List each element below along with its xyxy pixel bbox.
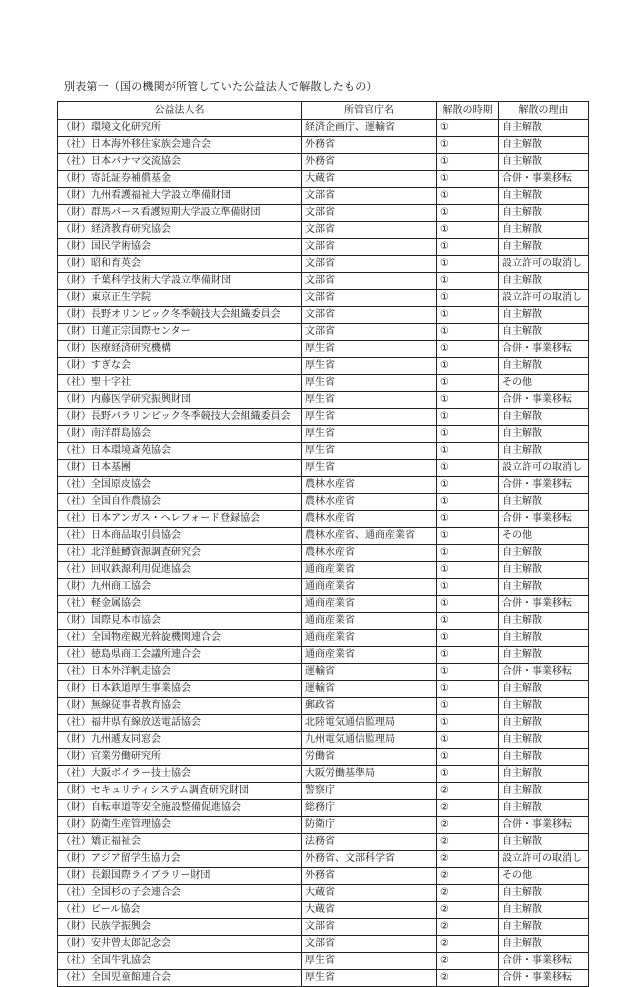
- cell-ministry: 外務省、文部科学省: [302, 851, 437, 868]
- cell-dissolution-period: ②: [437, 902, 499, 919]
- cell-ministry: 九州電気通信監理局: [302, 732, 437, 749]
- cell-dissolution-period: ②: [437, 783, 499, 800]
- cell-dissolution-reason: 自主解散: [499, 188, 589, 205]
- table-row: [58, 800, 589, 817]
- cell-corporation-name: （財）防衛生産管理協会: [58, 817, 302, 834]
- cell-corporation-name: （社）軽金属協会: [58, 596, 302, 613]
- cell-corporation-name: （財）自転車道等安全施設整備促進協会: [58, 800, 302, 817]
- cell-corporation-name: （財）長銀国際ライブラリー財団: [58, 868, 302, 885]
- cell-corporation-name: （財）環境文化研究所: [58, 120, 302, 137]
- cell-dissolution-period: ①: [437, 137, 499, 154]
- table-row: [58, 290, 589, 307]
- cell-dissolution-reason: 自主解散: [499, 749, 589, 766]
- cell-ministry: 厚生省: [302, 375, 437, 392]
- cell-ministry: 厚生省: [302, 392, 437, 409]
- cell-corporation-name: （社）全国自作農協会: [58, 494, 302, 511]
- cell-dissolution-period: ①: [437, 392, 499, 409]
- cell-corporation-name: （社）全国杉の子会連合会: [58, 885, 302, 902]
- cell-corporation-name: （財）長野オリンピック冬季競技大会組織委員会: [58, 307, 302, 324]
- cell-ministry: 外務省: [302, 137, 437, 154]
- cell-dissolution-reason: 自主解散: [499, 919, 589, 936]
- cell-dissolution-period: ①: [437, 443, 499, 460]
- cell-corporation-name: （財）医療経済研究機構: [58, 341, 302, 358]
- table-row: [58, 375, 589, 392]
- cell-corporation-name: （財）寄託証券補償基金: [58, 171, 302, 188]
- table-row: [58, 715, 589, 732]
- cell-ministry: 農林水産省: [302, 545, 437, 562]
- cell-ministry: 大蔵省: [302, 885, 437, 902]
- table-row: [58, 579, 589, 596]
- cell-ministry: 厚生省: [302, 970, 437, 987]
- cell-ministry: 通商産業省: [302, 647, 437, 664]
- table-row: [58, 613, 589, 630]
- cell-dissolution-reason: 自主解散: [499, 698, 589, 715]
- table-row: [58, 341, 589, 358]
- cell-corporation-name: （財）九州看護福祉大学設立準備財団: [58, 188, 302, 205]
- cell-dissolution-period: ①: [437, 239, 499, 256]
- table-row: [58, 681, 589, 698]
- cell-dissolution-reason: 自主解散: [499, 562, 589, 579]
- table-row: [58, 171, 589, 188]
- cell-dissolution-reason: 合併・事業移転: [499, 953, 589, 970]
- cell-corporation-name: （財）千葉科学技術大学設立準備財団: [58, 273, 302, 290]
- cell-dissolution-reason: 設立許可の取消し: [499, 851, 589, 868]
- cell-dissolution-period: ①: [437, 477, 499, 494]
- cell-dissolution-reason: 自主解散: [499, 800, 589, 817]
- cell-dissolution-reason: 合併・事業移転: [499, 970, 589, 987]
- cell-ministry: 外務省: [302, 154, 437, 171]
- cell-dissolution-period: ①: [437, 460, 499, 477]
- cell-corporation-name: （財）日本鉄道厚生事業協会: [58, 681, 302, 698]
- cell-ministry: 文部省: [302, 222, 437, 239]
- cell-dissolution-period: ①: [437, 596, 499, 613]
- cell-ministry: 通商産業省: [302, 562, 437, 579]
- cell-dissolution-reason: 設立許可の取消し: [499, 290, 589, 307]
- cell-corporation-name: （財）国際見本市協会: [58, 613, 302, 630]
- cell-ministry: 労働省: [302, 749, 437, 766]
- table-row: [58, 766, 589, 783]
- table-row: [58, 698, 589, 715]
- cell-dissolution-reason: 自主解散: [499, 358, 589, 375]
- cell-corporation-name: （社）日本商品取引員協会: [58, 528, 302, 545]
- dissolved-corporations-table: [57, 101, 589, 987]
- cell-dissolution-reason: 設立許可の取消し: [499, 256, 589, 273]
- cell-dissolution-reason: 自主解散: [499, 579, 589, 596]
- cell-dissolution-reason: 合併・事業移転: [499, 596, 589, 613]
- table-row: [58, 154, 589, 171]
- cell-ministry: 厚生省: [302, 953, 437, 970]
- cell-dissolution-reason: 自主解散: [499, 205, 589, 222]
- table-row: [58, 188, 589, 205]
- table-row: [58, 664, 589, 681]
- table-row: [58, 919, 589, 936]
- table-row: [58, 137, 589, 154]
- cell-ministry: 経済企画庁、運輸省: [302, 120, 437, 137]
- cell-dissolution-reason: 自主解散: [499, 120, 589, 137]
- cell-dissolution-reason: 自主解散: [499, 766, 589, 783]
- cell-dissolution-period: ①: [437, 715, 499, 732]
- cell-ministry: 文部省: [302, 205, 437, 222]
- cell-dissolution-period: ①: [437, 409, 499, 426]
- cell-corporation-name: （財）南洋群島協会: [58, 426, 302, 443]
- cell-ministry: 文部省: [302, 936, 437, 953]
- cell-ministry: 農林水産省: [302, 494, 437, 511]
- cell-corporation-name: （財）無線従事者教育協会: [58, 698, 302, 715]
- table-row: [58, 477, 589, 494]
- cell-ministry: 農林水産省: [302, 477, 437, 494]
- cell-corporation-name: （社）聖十字社: [58, 375, 302, 392]
- table-row: [58, 732, 589, 749]
- cell-ministry: 厚生省: [302, 341, 437, 358]
- cell-ministry: 厚生省: [302, 409, 437, 426]
- cell-ministry: 文部省: [302, 273, 437, 290]
- cell-ministry: 運輸省: [302, 664, 437, 681]
- cell-corporation-name: （財）群馬パース看護短期大学設立準備財団: [58, 205, 302, 222]
- cell-corporation-name: （財）アジア留学生協力会: [58, 851, 302, 868]
- table-row: [58, 817, 589, 834]
- cell-corporation-name: （財）民族学振興会: [58, 919, 302, 936]
- cell-dissolution-period: ①: [437, 426, 499, 443]
- cell-ministry: 通商産業省: [302, 579, 437, 596]
- table-row: [58, 222, 589, 239]
- cell-ministry: 文部省: [302, 290, 437, 307]
- cell-dissolution-period: ①: [437, 681, 499, 698]
- cell-ministry: 厚生省: [302, 460, 437, 477]
- table-row: [58, 511, 589, 528]
- table-row: [58, 596, 589, 613]
- cell-dissolution-period: ①: [437, 171, 499, 188]
- cell-ministry: 法務省: [302, 834, 437, 851]
- cell-dissolution-reason: 自主解散: [499, 936, 589, 953]
- cell-dissolution-period: ①: [437, 205, 499, 222]
- cell-dissolution-period: ②: [437, 953, 499, 970]
- table-row: [58, 851, 589, 868]
- cell-ministry: 通商産業省: [302, 613, 437, 630]
- cell-dissolution-reason: 自主解散: [499, 494, 589, 511]
- table-row: [58, 239, 589, 256]
- cell-dissolution-reason: 自主解散: [499, 681, 589, 698]
- cell-dissolution-reason: 自主解散: [499, 885, 589, 902]
- cell-corporation-name: （社）徳島県商工会議所連合会: [58, 647, 302, 664]
- table-row: [58, 273, 589, 290]
- cell-dissolution-period: ①: [437, 324, 499, 341]
- table-row: [58, 953, 589, 970]
- cell-corporation-name: （財）経済教育研究協会: [58, 222, 302, 239]
- cell-corporation-name: （社）全国児童館連合会: [58, 970, 302, 987]
- table-row: [58, 460, 589, 477]
- table-row: [58, 256, 589, 273]
- header-dissolution-reason: 解散の理由: [499, 102, 589, 120]
- cell-dissolution-period: ②: [437, 868, 499, 885]
- table-row: [58, 392, 589, 409]
- cell-dissolution-period: ①: [437, 307, 499, 324]
- cell-dissolution-period: ①: [437, 120, 499, 137]
- table-row: [58, 358, 589, 375]
- cell-dissolution-period: ②: [437, 800, 499, 817]
- cell-corporation-name: （社）全国物産観光斡旋機関連合会: [58, 630, 302, 647]
- cell-corporation-name: （財）東京正生学院: [58, 290, 302, 307]
- cell-dissolution-period: ①: [437, 273, 499, 290]
- cell-ministry: 外務省: [302, 868, 437, 885]
- table-row: [58, 647, 589, 664]
- cell-dissolution-period: ①: [437, 154, 499, 171]
- cell-ministry: 通商産業省: [302, 596, 437, 613]
- cell-ministry: 郵政省: [302, 698, 437, 715]
- cell-dissolution-reason: 合併・事業移転: [499, 171, 589, 188]
- cell-ministry: 文部省: [302, 307, 437, 324]
- cell-dissolution-period: ①: [437, 766, 499, 783]
- cell-corporation-name: （財）日本基團: [58, 460, 302, 477]
- cell-dissolution-period: ①: [437, 545, 499, 562]
- cell-dissolution-reason: 合併・事業移転: [499, 392, 589, 409]
- cell-ministry: 厚生省: [302, 443, 437, 460]
- cell-dissolution-reason: 自主解散: [499, 239, 589, 256]
- cell-dissolution-period: ①: [437, 222, 499, 239]
- cell-corporation-name: （財）九州商工協会: [58, 579, 302, 596]
- header-dissolution-period: 解散の時期: [437, 102, 499, 120]
- cell-ministry: 警察庁: [302, 783, 437, 800]
- cell-dissolution-period: ①: [437, 749, 499, 766]
- table-row: [58, 409, 589, 426]
- table-row: [58, 936, 589, 953]
- cell-corporation-name: （社）福井県有線放送電話協会: [58, 715, 302, 732]
- cell-dissolution-period: ①: [437, 358, 499, 375]
- cell-dissolution-period: ①: [437, 256, 499, 273]
- cell-corporation-name: （社）日本外洋帆走協会: [58, 664, 302, 681]
- cell-ministry: 農林水産省: [302, 511, 437, 528]
- cell-dissolution-period: ②: [437, 885, 499, 902]
- cell-dissolution-reason: 自主解散: [499, 630, 589, 647]
- cell-corporation-name: （社）大阪ボイラー技士協会: [58, 766, 302, 783]
- cell-ministry: 防衛庁: [302, 817, 437, 834]
- cell-dissolution-period: ②: [437, 919, 499, 936]
- cell-dissolution-period: ②: [437, 817, 499, 834]
- cell-dissolution-reason: 自主解散: [499, 154, 589, 171]
- table-row: [58, 868, 589, 885]
- cell-corporation-name: （社）日本環境斎苑協会: [58, 443, 302, 460]
- cell-corporation-name: （社）日本海外移住家族会連合会: [58, 137, 302, 154]
- cell-dissolution-reason: 自主解散: [499, 307, 589, 324]
- cell-corporation-name: （社）回収鉄源利用促進協会: [58, 562, 302, 579]
- table-row: [58, 630, 589, 647]
- cell-corporation-name: （社）日本アンガス・ヘレフォード登録協会: [58, 511, 302, 528]
- cell-dissolution-reason: 自主解散: [499, 222, 589, 239]
- cell-dissolution-reason: 自主解散: [499, 273, 589, 290]
- table-row: [58, 902, 589, 919]
- cell-dissolution-period: ①: [437, 528, 499, 545]
- cell-dissolution-period: ①: [437, 375, 499, 392]
- cell-dissolution-reason: 合併・事業移転: [499, 511, 589, 528]
- cell-corporation-name: （財）九州遞友同窓会: [58, 732, 302, 749]
- cell-dissolution-reason: その他: [499, 375, 589, 392]
- cell-ministry: 大蔵省: [302, 902, 437, 919]
- cell-dissolution-reason: その他: [499, 528, 589, 545]
- cell-dissolution-reason: 合併・事業移転: [499, 477, 589, 494]
- cell-dissolution-reason: 自主解散: [499, 613, 589, 630]
- cell-corporation-name: （財）安井曾太郎記念会: [58, 936, 302, 953]
- cell-dissolution-period: ①: [437, 698, 499, 715]
- cell-corporation-name: （社）日本パナマ交流協会: [58, 154, 302, 171]
- table-row: [58, 562, 589, 579]
- cell-ministry: 総務庁: [302, 800, 437, 817]
- cell-corporation-name: （財）国民学術協会: [58, 239, 302, 256]
- cell-ministry: 農林水産省、通商産業省: [302, 528, 437, 545]
- cell-dissolution-reason: 自主解散: [499, 783, 589, 800]
- cell-dissolution-period: ①: [437, 613, 499, 630]
- cell-dissolution-reason: 自主解散: [499, 732, 589, 749]
- cell-corporation-name: （財）セキュリティシステム調査研究財団: [58, 783, 302, 800]
- cell-dissolution-reason: 自主解散: [499, 647, 589, 664]
- cell-dissolution-period: ①: [437, 579, 499, 596]
- table-row: [58, 307, 589, 324]
- cell-corporation-name: （社）矯正福祉会: [58, 834, 302, 851]
- table-row: [58, 970, 589, 987]
- cell-dissolution-reason: 自主解散: [499, 324, 589, 341]
- cell-dissolution-period: ②: [437, 936, 499, 953]
- table-row: [58, 494, 589, 511]
- cell-dissolution-period: ①: [437, 494, 499, 511]
- table-row: [58, 834, 589, 851]
- table-row: [58, 885, 589, 902]
- table-row: [58, 443, 589, 460]
- cell-ministry: 文部省: [302, 188, 437, 205]
- cell-corporation-name: （財）長野パラリンピック冬季競技大会組織委員会: [58, 409, 302, 426]
- cell-dissolution-period: ①: [437, 290, 499, 307]
- header-ministry: 所管官庁名: [302, 102, 437, 120]
- cell-dissolution-period: ①: [437, 647, 499, 664]
- cell-dissolution-period: ①: [437, 664, 499, 681]
- cell-ministry: 北陸電気通信監理局: [302, 715, 437, 732]
- cell-ministry: 文部省: [302, 919, 437, 936]
- cell-corporation-name: （財）すぎな会: [58, 358, 302, 375]
- cell-dissolution-reason: 自主解散: [499, 902, 589, 919]
- cell-dissolution-period: ①: [437, 562, 499, 579]
- table-row: [58, 545, 589, 562]
- cell-corporation-name: （社）北洋鮭鱒資源調査研究会: [58, 545, 302, 562]
- cell-ministry: 文部省: [302, 324, 437, 341]
- cell-dissolution-period: ①: [437, 341, 499, 358]
- cell-dissolution-period: ②: [437, 851, 499, 868]
- header-corporation-name: 公益法人名: [58, 102, 302, 120]
- cell-dissolution-reason: 自主解散: [499, 443, 589, 460]
- cell-dissolution-reason: 自主解散: [499, 545, 589, 562]
- cell-dissolution-period: ①: [437, 188, 499, 205]
- cell-dissolution-reason: 自主解散: [499, 137, 589, 154]
- cell-corporation-name: （財）昭和育英会: [58, 256, 302, 273]
- cell-dissolution-reason: 自主解散: [499, 409, 589, 426]
- cell-dissolution-reason: 合併・事業移転: [499, 664, 589, 681]
- cell-dissolution-reason: 自主解散: [499, 834, 589, 851]
- cell-corporation-name: （財）内藤医学研究振興財団: [58, 392, 302, 409]
- cell-corporation-name: （財）日蓮正宗国際センター: [58, 324, 302, 341]
- table-caption: 別表第一（国の機関が所管していた公益法人で解散したもの）: [64, 80, 378, 93]
- table-row: [58, 120, 589, 137]
- cell-ministry: 通商産業省: [302, 630, 437, 647]
- cell-dissolution-period: ②: [437, 970, 499, 987]
- cell-ministry: 大蔵省: [302, 171, 437, 188]
- cell-dissolution-reason: 合併・事業移転: [499, 341, 589, 358]
- cell-ministry: 厚生省: [302, 358, 437, 375]
- cell-dissolution-period: ①: [437, 732, 499, 749]
- cell-dissolution-reason: 設立許可の取消し: [499, 460, 589, 477]
- cell-corporation-name: （社）全国原皮協会: [58, 477, 302, 494]
- cell-ministry: 文部省: [302, 239, 437, 256]
- table-row: [58, 528, 589, 545]
- cell-dissolution-period: ①: [437, 630, 499, 647]
- cell-dissolution-period: ②: [437, 834, 499, 851]
- table-row: [58, 205, 589, 222]
- cell-dissolution-reason: 自主解散: [499, 715, 589, 732]
- cell-corporation-name: （財）官業労働研究所: [58, 749, 302, 766]
- cell-dissolution-reason: その他: [499, 868, 589, 885]
- table-row: [58, 426, 589, 443]
- table-row: [58, 783, 589, 800]
- cell-ministry: 大阪労働基準局: [302, 766, 437, 783]
- table-row: [58, 749, 589, 766]
- header-row: [58, 102, 589, 120]
- cell-ministry: 運輸省: [302, 681, 437, 698]
- cell-dissolution-reason: 自主解散: [499, 426, 589, 443]
- cell-dissolution-reason: 合併・事業移転: [499, 817, 589, 834]
- cell-ministry: 文部省: [302, 256, 437, 273]
- cell-corporation-name: （社）全国牛乳協会: [58, 953, 302, 970]
- cell-dissolution-period: ①: [437, 511, 499, 528]
- cell-ministry: 厚生省: [302, 426, 437, 443]
- table-row: [58, 324, 589, 341]
- cell-corporation-name: （社）ビール協会: [58, 902, 302, 919]
